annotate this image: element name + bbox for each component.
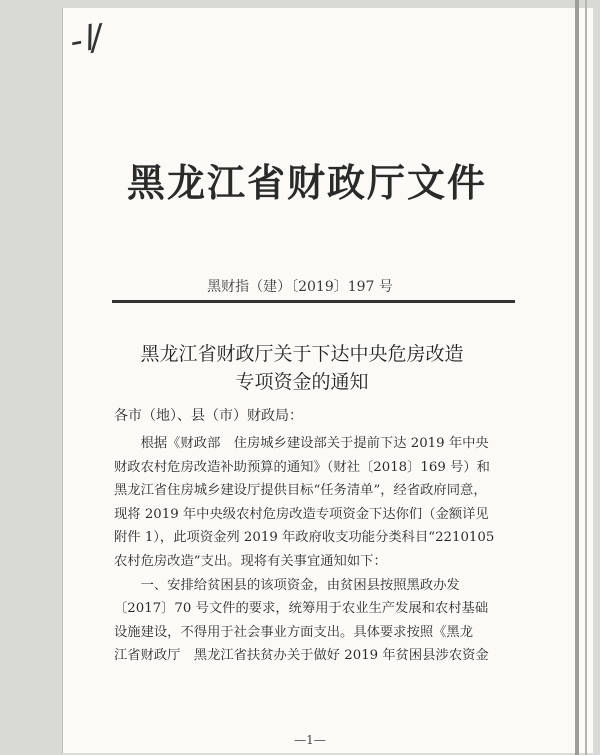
body-text [114,432,522,668]
body-line: 现将 2019 年中央级农村危房改造专项资金下达你们（金额详见 [114,506,489,522]
title-line: 专项资金的通知 [235,371,369,393]
body-line: 财政农村危房改造补助预算的通知》（财社〔2018〕169 号）和 [114,459,490,475]
body-line: 〔2017〕70 号文件的要求，统筹用于农业生产发展和农村基础 [114,601,489,617]
title-line: 黑龙江省财政厅关于下达中央危房改造 [140,343,464,365]
body-line: 一、安排给贫困县的该项资金，由贫困县按照黑政办发 [114,577,460,593]
header-divider [112,300,515,303]
body-line: 设施建设，不得用于社会事业方面支出。具体要求按照《黑龙 [114,624,474,640]
body-line: 黑龙江省住房城乡建设厅提供目标“任务清单”，经省政府同意， [114,483,487,499]
handwritten-mark: - l/ [66,17,102,63]
document-number: 黑财指（建）〔2019〕197 号 [207,279,393,295]
document-title [92,340,512,396]
body-line: 农村危房改造”支出。现将有关事宜通知如下： [114,553,387,569]
salutation: 各市（地）、县（市）财政局： [114,408,303,424]
body-line: 根据《财政部 住房城乡建设部关于提前下达 2019 年中央 [114,436,489,451]
document-header: 黑龙江省财政厅文件 [126,160,487,205]
body-line: 附件 1），此项资金列 2019 年政府收支功能分类科目“2210105 [114,530,495,546]
body-line: 江省财政厅 黑龙江省扶贫办关于做好 2019 年贫困县涉农资金 [114,648,489,664]
page-number: —1— [294,733,326,747]
page-edge-line [585,0,587,755]
page-edge-shadow [575,0,579,755]
